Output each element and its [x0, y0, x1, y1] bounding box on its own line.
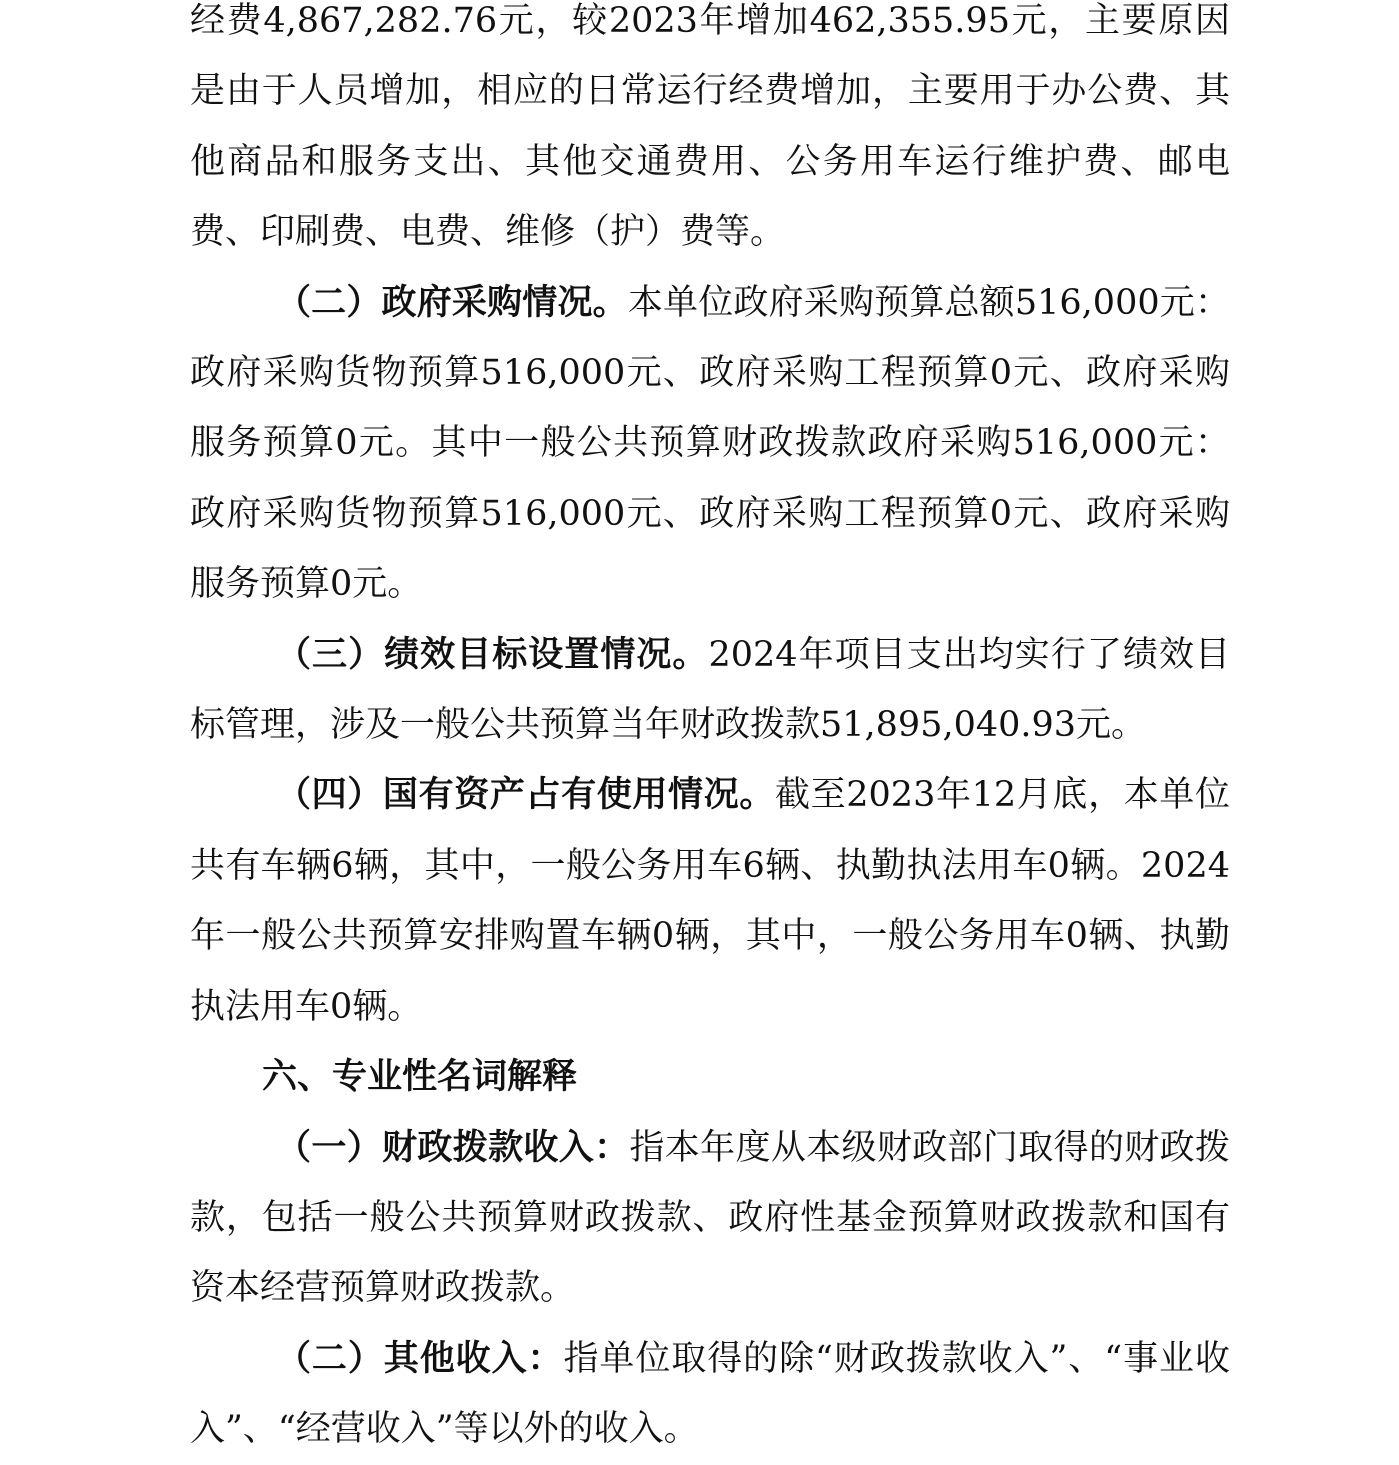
paragraph-performance-targets — [190, 620, 1230, 761]
paragraph-term-fiscal-appropriation — [190, 1113, 1230, 1324]
term-heading: （二）其他收入： — [276, 1338, 564, 1379]
section-heading-terminology: 六、专业性名词解释 — [262, 1057, 578, 1098]
paragraph-heading: （四）国有资产占有使用情况。 — [276, 775, 775, 816]
term-text: 指本年度从本级财政部门取得的财政拨款，包括一般公共预算财政拨款、政府性基金预算财政拨款和国有资本经营预算财政拨款。 — [190, 1127, 1230, 1309]
paragraph-heading: （三）绩效目标设置情况。 — [276, 634, 709, 675]
paragraph-text: 2024年项目支出均实行了绩效目标管理，涉及一般公共预算当年财政拨款51,895,040.93元。 — [190, 634, 1230, 746]
paragraph-state-assets — [190, 760, 1230, 1042]
paragraph-government-procurement — [190, 268, 1230, 620]
paragraph-text: 截至2023年12月底，本单位共有车辆6辆，其中，一般公务用车6辆、执勤执法用车0辆。2024年一般公共预算安排购置车辆0辆，其中，一般公务用车0辆、执勤执法用车0辆。 — [190, 775, 1230, 1027]
paragraph-term-other-income — [190, 1324, 1230, 1465]
document-page — [190, 0, 1230, 1465]
paragraph-heading: （二）政府采购情况。 — [276, 282, 628, 323]
paragraph-text: 经费4,867,282.76元，较2023年增加462,355.95元，主要原因是由于人员增加，相应的日常运行经费增加，主要用于办公费、其他商品和服务支出、其他交通费用、公务用车运行维护费、邮电费、印刷费、电费、维修（护）费等。 — [190, 1, 1230, 253]
paragraph-operating-expenses — [190, 0, 1230, 268]
term-text: 指单位取得的除“财政拨款收入”、“事业收入”、“经营收入”等以外的收入。 — [190, 1338, 1230, 1450]
term-heading: （一）财政拨款收入： — [276, 1127, 630, 1168]
paragraph-text: 本单位政府采购预算总额516,000元：政府采购货物预算516,000元、政府采购工程预算0元、政府采购服务预算0元。其中一般公共预算财政拨款政府采购516,000元：政府采购货物预算516,000元、政府采购工程预算0元、政府采购服务预算0元。 — [190, 282, 1230, 605]
